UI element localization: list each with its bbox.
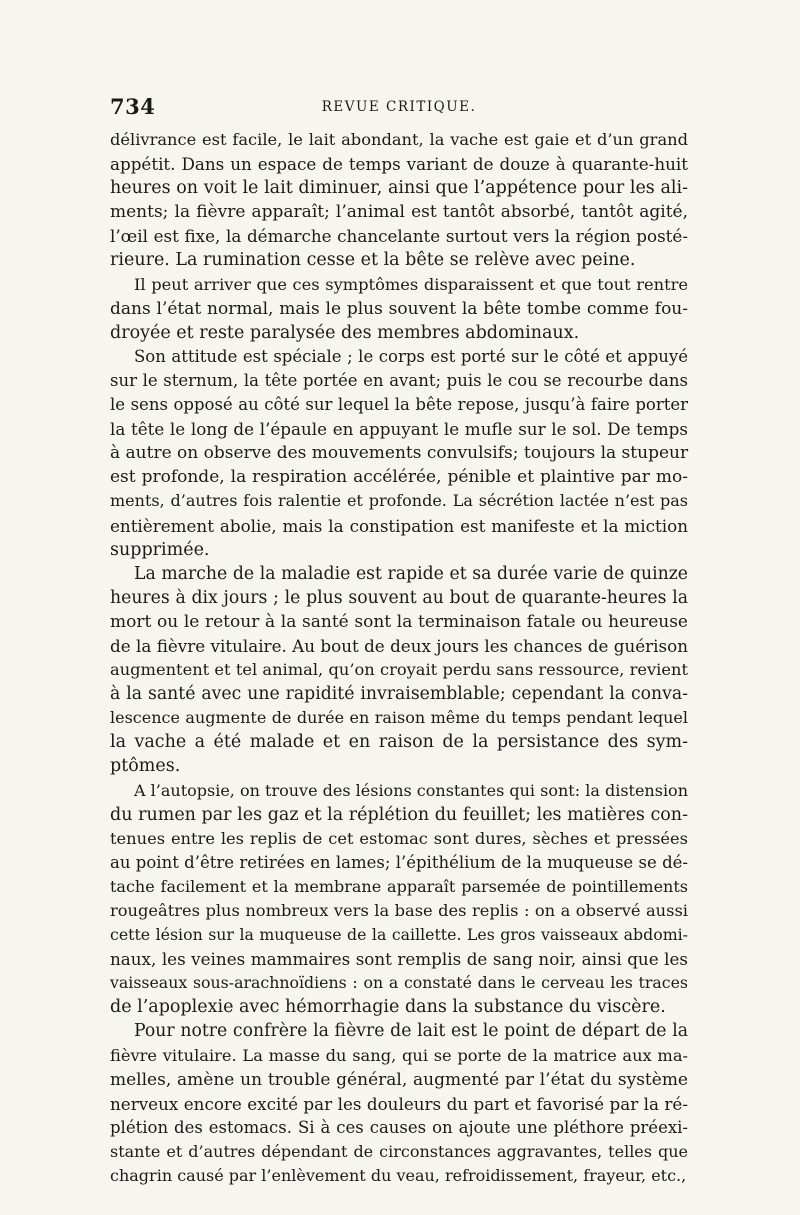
text-line: la vache a été malade et en raison de la persistance des sym- [110,732,688,753]
text-line: appétit. Dans un espace de temps variant de douze à quarante-huit [110,154,688,175]
text-line: rieure. La rumination cesse et la bête se relève avec peine. [110,250,636,271]
text-line: chagrin causé par l’enlèvement du veau, refroidissement, frayeur, etc., [110,1166,687,1186]
text-line: au point d’être retirées en lames; l’épithélium de la muqueuse se dé- [110,852,688,872]
text-line: ptômes. [110,756,181,777]
paragraph [110,562,688,779]
text-line: Son attitude est spéciale ; le corps est porté sur le côté et appuyé [134,346,688,366]
text-line: fièvre vitulaire. La masse du sang, qui se porte de la matrice aux ma- [110,1045,688,1065]
text-line: heures à dix jours ; le plus souvent au bout de quarante-heures la [110,587,688,608]
text-line: rougeâtres plus nombreux vers la base des replis : on a observé aussi [110,901,688,920]
page-number: 734 [110,94,156,119]
text-line: sur le sternum, la tête portée en avant; puis le cou se recourbe dans [110,370,688,390]
text-line: cette lésion sur la muqueuse de la caillette. Les gros vaisseaux abdomi- [110,925,688,945]
text-line: le sens opposé au côté sur lequel la bête repose, jusqu’à faire porter [110,395,688,415]
text-line: de la fièvre vitulaire. Au bout de deux jours les chances de guérison [110,635,688,656]
text-line: délivrance est facile, le lait abondant, la vache est gaie et d’un grand [110,130,688,149]
text-line: vaisseaux sous-arachnoïdiens : on a constaté dans le cerveau les traces [110,973,688,993]
text-line: dans l’état normal, mais le plus souvent la bête tombe comme fou- [110,298,688,319]
text-line: naux, les veines mammaires sont remplis de sang noir, ainsi que les [110,949,688,970]
text-line: de l’apoplexie avec hémorrhagie dans la substance du viscère. [110,997,666,1018]
paragraph [110,128,688,273]
text-line: est profonde, la respiration accélérée, pénible et plaintive par mo- [110,467,688,488]
text-line: entièrement abolie, mais la constipation est manifeste et la miction [110,515,688,536]
text-line: plétion des estomacs. Si à ces causes on ajoute une pléthore préexi- [110,1117,688,1137]
text-line: stante et d’autres dépendant de circonstances aggravantes, telles que [110,1141,688,1161]
paragraph [110,779,688,1020]
text-line: Pour notre confrère la fièvre de lait est le point de départ de la [134,1021,688,1042]
text-line: à autre on observe des mouvements convulsifs; toujours la stupeur [110,443,689,464]
text-line: la tête le long de l’épaule en appuyant le mufle sur le sol. De temps [110,419,688,440]
text-line: augmentent et tel animal, qu’on croyait perdu sans ressource, revient [110,660,688,680]
text-line: heures on voit le lait diminuer, ainsi que l’appétence pour les ali- [110,178,688,199]
text-line: supprimée. [110,539,210,560]
text-line: droyée et reste paralysée des membres abdominaux. [110,322,580,343]
text-line: du rumen par les gaz et la réplétion du feuillet; les matières con- [110,804,688,825]
text-line: Il peut arriver que ces symptômes disparaissent et que tout rentre [134,274,688,294]
paragraph [110,1019,688,1188]
text-line: ments, d’autres fois ralentie et profonde. La sécrétion lactée n’est pas [110,491,688,511]
text-line: l’œil est fixe, la démarche chancelante surtout vers la région posté- [110,226,688,247]
paragraph [110,345,688,562]
text-line: nerveux encore excité par les douleurs du part et favorisé par la ré- [110,1093,688,1114]
body-text [110,128,688,1188]
text-line: tenues entre les replis de cet estomac sont dures, sèches et pressées [110,828,688,848]
running-title: REVUE CRITIQUE. [321,99,477,115]
paragraph [110,273,688,345]
text-line: ments; la fièvre apparaît; l’animal est tantôt absorbé, tantôt agité, [110,202,688,223]
text-line: A l’autopsie, on trouve des lésions constantes qui sont: la distension [134,780,688,800]
text-line: tache facilement et la membrane apparaît parsemée de pointillements [110,876,688,896]
text-line: à la santé avec une rapidité invraisemblable; cependant la conva- [110,684,688,705]
text-line: lescence augmente de durée en raison même du temps pendant lequel [110,708,688,728]
text-line: mort ou le retour à la santé sont la terminaison fatale ou heureuse [110,611,688,632]
page-header [110,94,688,122]
text-line: La marche de la maladie est rapide et sa durée varie de quinze [134,563,688,584]
text-line: melles, amène un trouble général, augmenté par l’état du système [110,1069,688,1090]
